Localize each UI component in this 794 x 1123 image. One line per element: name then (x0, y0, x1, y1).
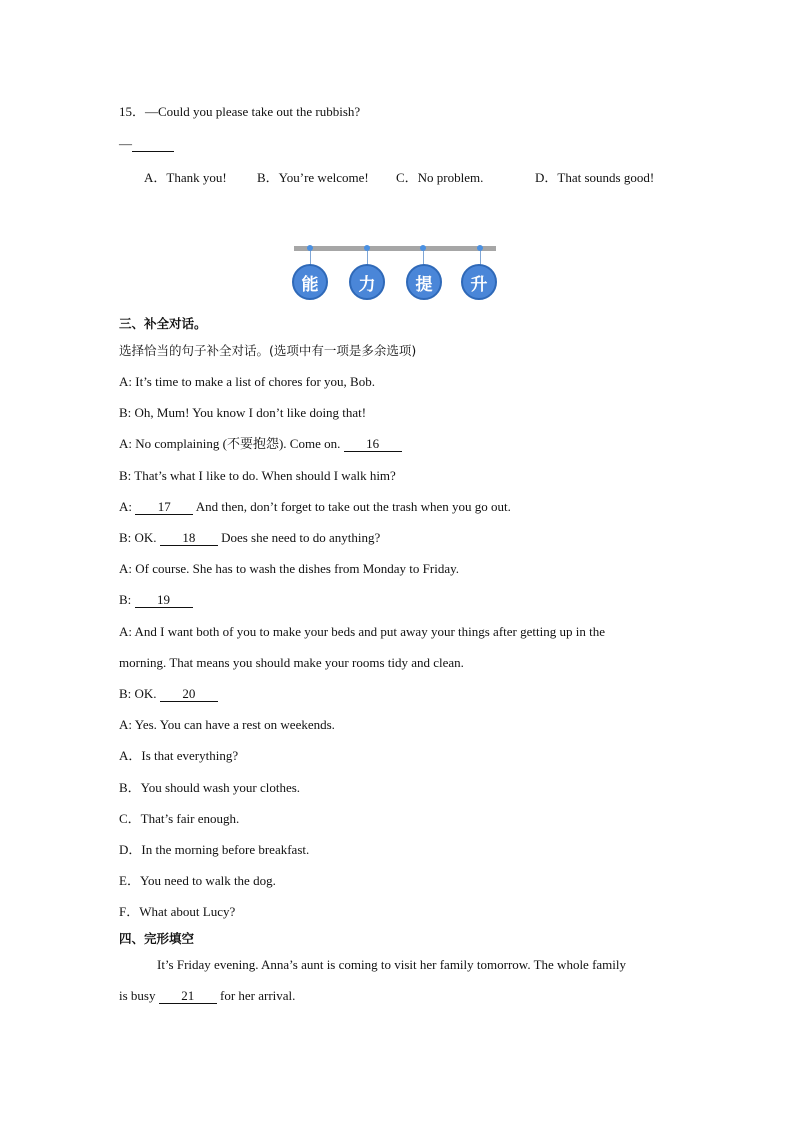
q15-option-a: A．Thank you! (144, 170, 227, 185)
ability-banner (294, 244, 496, 302)
banner-stem (367, 251, 368, 265)
banner-char-4: 升 (461, 264, 497, 300)
banner-stem (480, 251, 481, 265)
cloze-paragraph-line-2 (119, 988, 295, 1004)
dialogue-line-6 (119, 530, 380, 546)
q15-option-b: B．You’re welcome! (257, 170, 369, 185)
blank-20[interactable]: 20 (160, 687, 218, 702)
blank-18[interactable]: 18 (160, 531, 218, 546)
dialogue-text: B: OK. (119, 530, 160, 545)
dialogue-text: B: (119, 592, 135, 607)
question-15: 15．—Could you please take out the rubbish? (119, 104, 361, 119)
banner-stem (310, 251, 311, 265)
dialogue-line-5 (119, 499, 511, 515)
banner-bar (294, 246, 496, 251)
banner-char-3: 提 (406, 264, 442, 300)
blank-17[interactable]: 17 (135, 500, 193, 515)
dialogue-text: A: (119, 499, 136, 514)
dialogue-line-4: B: That’s what I like to do. When should I walk him? (119, 468, 396, 483)
banner-stem (423, 251, 424, 265)
option-a: A．Is that everything? (119, 748, 239, 763)
cloze-text: for her arrival. (216, 988, 296, 1003)
answer-dash: — (119, 136, 132, 151)
blank-21[interactable]: 21 (159, 989, 217, 1004)
dialogue-line-9b: morning. That means you should make your rooms tidy and clean. (119, 655, 464, 670)
blank-19[interactable]: 19 (135, 593, 193, 608)
option-f: F．What about Lucy? (119, 904, 236, 919)
dialogue-line-10 (119, 686, 218, 702)
dialogue-text: Does she need to do anything? (217, 530, 381, 545)
option-b: B．You should wash your clothes. (119, 780, 301, 795)
dialogue-line-7: A: Of course. She has to wash the dishes from Monday to Friday. (119, 561, 459, 576)
answer-blank-15[interactable] (132, 137, 174, 152)
option-c: C．That’s fair enough. (119, 811, 240, 826)
cloze-paragraph-line-1: It’s Friday evening. Anna’s aunt is coming to visit her family tomorrow. The whole family (157, 957, 627, 972)
dialogue-text: A: No complaining (不要抱怨). Come on. (119, 436, 344, 451)
dialogue-line-1: A: It’s time to make a list of chores for you, Bob. (119, 374, 375, 389)
q15-option-d: D．That sounds good! (535, 170, 655, 185)
section-3-instruction: 选择恰当的句子补全对话。(选项中有一项是多余选项) (119, 343, 417, 358)
dialogue-line-11: A: Yes. You can have a rest on weekends. (119, 717, 335, 732)
dialogue-line-3 (119, 436, 402, 452)
answer-line-15 (119, 136, 174, 152)
option-e: E．You need to walk the dog. (119, 873, 276, 888)
section-3-heading: 三、补全对话。 (119, 316, 207, 331)
blank-16[interactable]: 16 (344, 437, 402, 452)
cloze-text: is busy (119, 988, 159, 1003)
dialogue-text: B: OK. (119, 686, 160, 701)
dialogue-line-9a: A: And I want both of you to make your beds and put away your things after getting up in the (119, 624, 605, 639)
dialogue-text: And then, don’t forget to take out the trash when you go out. (193, 499, 511, 514)
section-4-heading: 四、完形填空 (119, 931, 195, 946)
dialogue-line-8 (119, 592, 193, 608)
option-d: D．In the morning before breakfast. (119, 842, 310, 857)
dialogue-line-2: B: Oh, Mum! You know I don’t like doing that! (119, 405, 367, 420)
q15-option-c: C．No problem. (396, 170, 484, 185)
banner-char-1: 能 (292, 264, 328, 300)
banner-char-2: 力 (349, 264, 385, 300)
